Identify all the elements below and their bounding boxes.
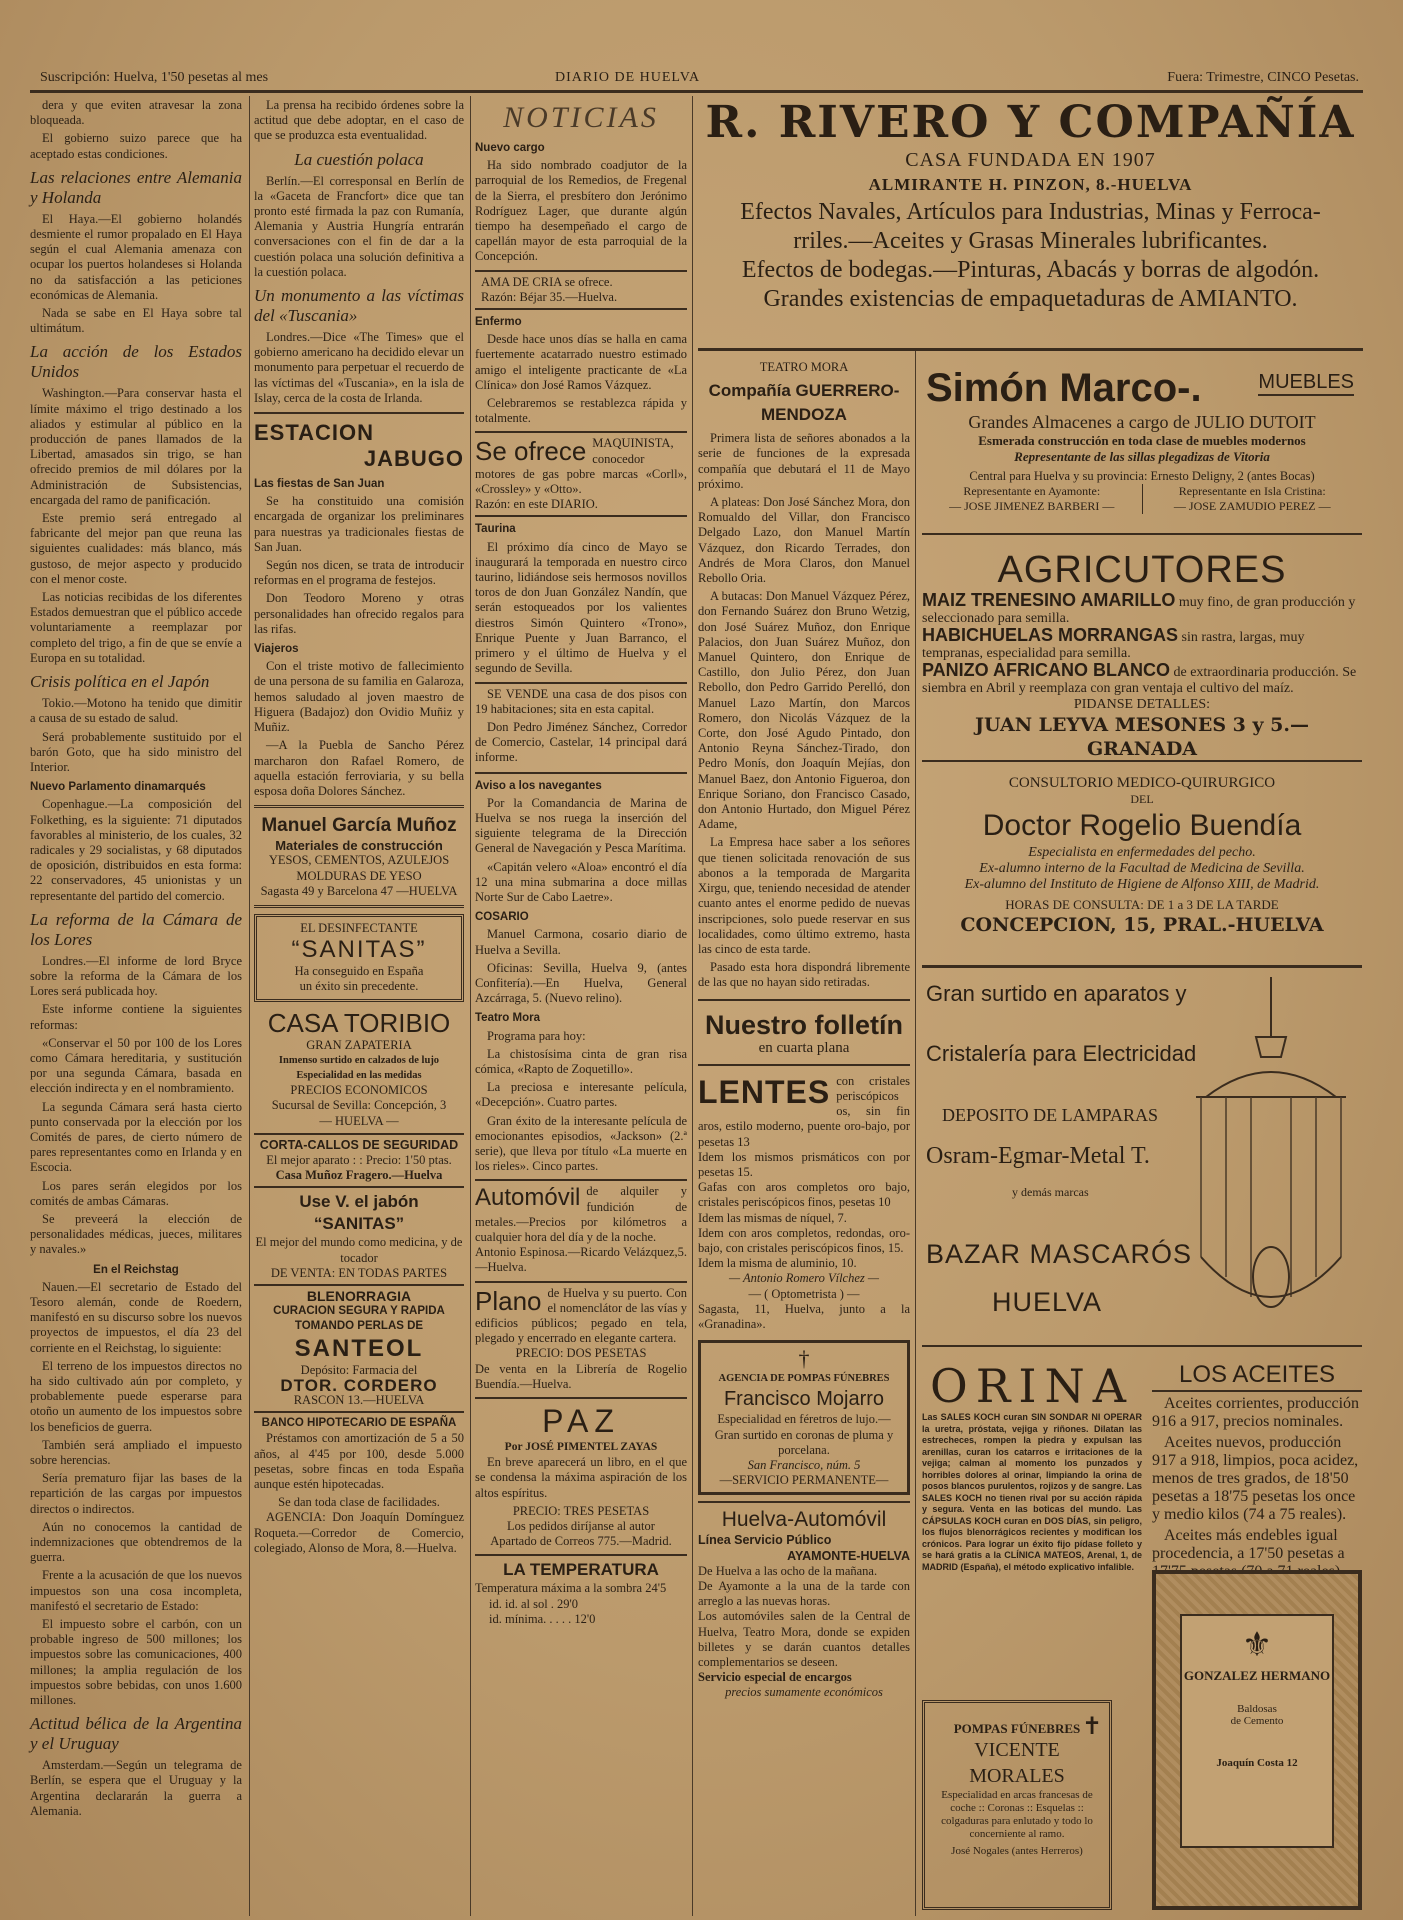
paragraph: Se ha constituido una comisión encargada de organizar los preliminares para nuestras ya tradicionales fiestas de San Juan. (254, 494, 464, 554)
ad-line: PANIZO AFRICANO BLANCO (922, 660, 1170, 680)
ad-line: Idem las mismas de níquel, 7. (698, 1210, 847, 1225)
ad-line: San Francisco, núm. 5 (747, 1457, 861, 1472)
paragraph: Washington.—Para conservar hasta el límite máximo el trigo destinado a los aliados y estimular al público en la producción de panes llamados de la Libertad, amasados sin trigo, se han ofrecido premios de mil dólares por la Administración de Subsistencias, encargada del ramo de panificación. (30, 386, 242, 507)
ad-line: El mejor aparato : : Precio: 1'50 ptas. (266, 1152, 452, 1167)
ad-line: Idem con aros completos, redondas, oro-bajo, con cristales periscópicos finos, 15. (698, 1225, 910, 1255)
ad-line: rriles.—Aceites y Grasas Minerales lubrificantes. (793, 228, 1268, 254)
paragraph: Aceites nuevos, producción 917 a 918, limpios, poca acidez, menos de tres grados, de 18'50 pesetas a 18'75 pesetas los once y medio kilos (74 a 75 reales). (1152, 1434, 1359, 1523)
ad-line: Idem los mismos prismáticos con por pesetas 15. (698, 1149, 910, 1179)
ad-line: MOLDURAS DE YESO (296, 868, 422, 883)
paragraph: «Capitán velero «Aloa» encontró el día 12 una mina submarina a doce millas Norte Sur de Cabo Laetre». (475, 859, 687, 904)
paragraph: Berlín.—El corresponsal en Berlín de la «Gaceta de Francfort» dice que tan pronto esté firmada la paz con Rumanía, Alemania y Austria Hungría entrarán conversaciones con el fin de dar a la cuestión polaca una solución definitiva a la cuestión polaca. (254, 173, 464, 279)
paragraph: Será probablemente sustituido por el barón Goto, que ha sido ministro del Interior. (30, 729, 242, 774)
section-title-jabugo: JABUGO (363, 446, 464, 472)
paragraph: Frente a la acusación de que los nuevos impuestos son una cosa incompleta, manifestó el secretario de Estado: (30, 1568, 242, 1613)
ad-gonzalez-hermano (1152, 1570, 1362, 1910)
ad-line: Don Pedro Jiménez Sánchez, Corredor de Comercio, Castelar, 14 principal dará informe. (475, 719, 687, 765)
ad-line: Apartado de Correos 775.—Madrid. (490, 1534, 672, 1549)
subheadline: Nuevo cargo (475, 142, 545, 154)
ad-title: BANCO HIPOTECARIO DE ESPAÑA (261, 1417, 457, 1430)
headline: Crisis política en el Japón (30, 672, 210, 692)
ad-line: Grandes existencias de empaquetaduras de AMIANTO. (763, 286, 1298, 312)
headline: La acción de los Estados Unidos (30, 342, 242, 382)
paragraph: Gran éxito de la interesante película de emocionantes episodios, «Jackson» (2.ª serie), que lleva por título «La muerte en los rieles». Cinco partes. (475, 1113, 687, 1174)
paragraph: A plateas: Don José Sánchez Mora, don Romualdo del Villar, don Francisco Delgado Lazo, don Manuel Martín Vázquez, don Ricardo Terrades, don Andrés de Mora Claros, don Manuel Rebollo Oria. (698, 495, 910, 586)
ad-banco-hipotecario (254, 1413, 464, 1556)
temperature-box (475, 1554, 687, 1627)
paragraph: dera y que eviten atravesar la zona bloqueada. (30, 98, 242, 128)
paragraph: La preciosa e interesante película, «Decepción». Cuatro partes. (475, 1080, 687, 1110)
paragraph: También será ampliado el impuesto sobre herencias. (30, 1437, 242, 1468)
ad-line: Representante en Isla Cristina: (1178, 484, 1326, 498)
ad-line: TOMANDO PERLAS DE (294, 1320, 424, 1333)
temperature-max-shade: Temperatura máxima a la sombra 24'5 (475, 1581, 667, 1596)
paragraph: El Haya.—El gobierno holandés desmiente el rumor propalado en El Haya según el cual Alemania amenaza con ocupar los puertos holandeses si Holanda no da satisfacción a las peticiones económicas de Alemania. (30, 211, 242, 302)
ad-line: DEL (1130, 792, 1154, 806)
folletin-title: Nuestro folletín (704, 1009, 903, 1040)
ad-title: AGRICUTORES (997, 549, 1287, 591)
ad-line: Sucursal de Sevilla: Concepción, 3 (271, 1098, 447, 1113)
ad-line: precios sumamente económicos (725, 1685, 883, 1700)
ad-line: PRECIOS ECONOMICOS (290, 1083, 428, 1098)
headline: Las relaciones entre Alemania y Holanda (30, 167, 242, 207)
ad-line: — HUELVA — (319, 1113, 399, 1128)
paragraph: Oficinas: Sevilla, Huelva 9, (antes Confitería).—En Huelva, General Azcárraga, 5. (Nuevo relino). (475, 960, 687, 1006)
ad-se-ofrece (475, 431, 687, 517)
ad-line: AGENCIA: Don Joaquín Domínguez Roqueta.—Corredor de Comercio, colegiado, Alonso de Mora, 8.—Huelva. (254, 1510, 464, 1555)
ad-simon-marco (922, 365, 1362, 535)
column-3 (475, 98, 687, 1916)
paragraph: Primera lista de señores abonados a la serie de funciones de la expresada compañía que debutará el 11 de Mayo próximo. (698, 431, 910, 491)
paragraph: —A la Puebla de Sancho Pérez marcharon don Rafael Romero, de aquella estación ferroviaria, y su bella esposa doña Dolores Sánchez. (254, 738, 464, 798)
ad-line: Se dan toda clase de facilidades. (278, 1495, 440, 1510)
ad-line: Ex-alumno interno de la Facultad de Medicina de Sevilla. (979, 861, 1305, 876)
subheadline: Viajeros (254, 643, 299, 656)
ad-line: CURACION SEGURA Y RAPIDA (273, 1305, 445, 1318)
ad-lentes (698, 1074, 910, 1332)
folletin-notice (698, 999, 910, 1066)
paragraph: A butacas: Don Manuel Vázquez Pérez, don Fernando Suárez don Bruno Wetzig, don José Suárez Muñoz, don Enrique Palacios, don Juan Suárez Muñoz, don Manuel Quintero, don Enrique de Castillo, don Julio Pérez, don Juan Rebollo, don Pedro Garrido Perelló, don Manuel Lazo Martín, don Marcos Romero, don Nicolás Vázquez de la Corte, don José Agudo Pintado, don Antonio Reyna Sánchez-Tirado, don Pedro Monís, don Joaquín Mejías, don Manuel Baez, don Antonio Figueroa, don Enrique Soriano, don Francisco Casado, don Antonio Hurtado, don Miguel Pérez Adame, (698, 589, 910, 832)
paragraph: Aceites corrientes, producción 916 a 917, precios nominales. (1152, 1395, 1360, 1430)
ad-line: Idem la misma de aluminio, 10. (698, 1256, 857, 1271)
theatre-name: TEATRO MORA (759, 360, 849, 374)
paragraph: El gobierno suizo parece que ha aceptado estas condiciones. (30, 131, 242, 161)
ad-title: LENTES (698, 1073, 831, 1110)
ad-line: Representante de las sillas plegadizas de Vitoria (1014, 449, 1270, 464)
ad-line: Materiales de construcción (275, 838, 443, 854)
ad-line: — JOSE JIMENEZ BARBERI — (949, 499, 1115, 513)
headline: Un monumento a las víctimas del «Tuscania» (254, 286, 464, 326)
ad-line: de extraordinaria producción. Se siembra en Abril y reemplaza con gran ventaja el cultivo del maíz. (922, 665, 1357, 696)
paragraph: Copenhague.—La composición del Folkething, es la siguiente: 71 diputados favorables al ministerio, de los cuales, 32 radicales y 29 socialistas, y 68 diputados de oposición, distribuidos en esta forma: 22 conservadores, 45 unionistas y un representante del partido del comercio. (30, 797, 242, 903)
paragraph: Celebraremos se restablezca rápida y totalmente. (475, 396, 687, 426)
column-1 (30, 98, 242, 1916)
paragraph: Manuel Carmona, cosario diario de Huelva a Sevilla. (475, 927, 687, 957)
paragraph: Con el triste motivo de fallecimiento de una persona de su familia en Galaroza, hemos saludado al joven maestro de Higuera (Badajoz) don Ovidio Muñiz y Muñiz. (254, 659, 464, 735)
ad-title: VICENTE MORALES (969, 1739, 1065, 1787)
ad-line: Razón: en este DIARIO. (475, 497, 598, 512)
folletin-subtitle: en cuarta plana (758, 1039, 850, 1056)
ad-line: José Nogales (antes Herreros) (951, 1845, 1083, 1857)
ad-line: Sagasta, 11, Huelva, junto a la «Granadina». (698, 1301, 910, 1331)
ad-line: Por JOSÉ PIMENTEL ZAYAS (504, 1441, 658, 1454)
ad-line: Representante en Ayamonte: (963, 484, 1101, 498)
ad-line: Servicio especial de encargos (698, 1670, 852, 1685)
ad-line: — Antonio Romero Vílchez — (729, 1271, 879, 1286)
column-rule (470, 96, 471, 1916)
paragraph: La Empresa hace saber a los señores que tienen solicitada renovación de sus abonos a la temporada de Margarita Xirgu, que, teniendo necesidad de atender cuanto antes el enorme pedido de nuevas inscripciones, solo puede reservar en sus localidades, como último extremo, hasta las cinco de esta tarde. (698, 835, 910, 956)
ad-casa-toribio (254, 1008, 464, 1135)
ad-line: El mejor del mundo como medicina, y de tocador (255, 1235, 463, 1265)
ad-line: ALMIRANTE H. PINZON, 8.-HUELVA (868, 175, 1193, 194)
ad-line: Grandes Almacenes a cargo de JULIO DUTOIT (968, 412, 1316, 432)
ad-line: De Huelva a las ocho de la mañana. (698, 1563, 878, 1578)
ad-line: Cristalería para Electricidad (926, 1041, 1197, 1066)
paragraph: Desde hace unos días se halla en cama fuertemente acatarrado nuestro estimado amigo el inteligente practicante de «La Clínica» don José Ramos Vázquez. (475, 332, 687, 392)
ad-title: ORINA (930, 1359, 1134, 1413)
subheadline: Nuevo Parlamento dinamarqués (30, 781, 206, 794)
logo-monogram-icon: ⚜ (1241, 1627, 1273, 1664)
ad-se-vende (475, 682, 687, 774)
headline: Actitud bélica de la Argentina y el Uruguay (30, 1714, 242, 1754)
ad-line: Especialidad en las medidas (296, 1069, 422, 1081)
subheadline: Las fiestas de San Juan (254, 478, 385, 491)
ad-line: HABICHUELAS MORRANGAS (922, 625, 1178, 645)
ad-automovil (475, 1179, 687, 1275)
ad-line: Depósito: Farmacia del (300, 1362, 418, 1377)
ad-line: Los automóviles salen de la Central de Huelva, Teatro Mora, donde se expiden billetes y se darán cuantos detalles complementarios se deseen. (698, 1609, 910, 1670)
company-title: Compañía GUERRERO-MENDOZA (708, 381, 900, 425)
subheadline: Teatro Mora (475, 1012, 540, 1025)
ad-line: Razón: Béjar 35.—Huelva. (481, 289, 618, 304)
paragraph: Por la Comandancia de Marina de Huelva se nos ruega la inserción del siguiente telegrama de la Dirección General de Navegación y Pesca Marítima. (475, 795, 687, 856)
ad-line: AMA DE CRIA se ofrece. (481, 274, 613, 289)
ad-doctor-buendia (922, 775, 1362, 968)
ad-line: HUELVA (992, 1287, 1103, 1317)
aceites-report (1152, 1360, 1362, 1560)
ad-title: “SANITAS” (291, 936, 427, 964)
cross-icon: † (798, 1346, 810, 1372)
paragraph: Ha sido nombrado coadjutor de la parroquial de los Remedios, de Fregenal de la Sierra, el presbítero don Jerónimo Rodríguez Lager, que durante algún tiempo ha desempeñado el cargo de capellán mayor de esta parroquial de la Concepción. (475, 158, 687, 264)
subheadline: En el Reichstag (93, 1263, 179, 1276)
divider (254, 412, 464, 414)
temperature-title: LA TEMPERATURA (503, 1560, 659, 1580)
ad-title: Plano (475, 1285, 542, 1316)
section-title-noticias: NOTICIAS (503, 101, 659, 134)
ad-title: Huelva-Automóvil (721, 1508, 887, 1532)
ad-line: Especialidad en arcas francesas de coche :: Coronas :: Esquelas :: colgaduras para enlutado y todo lo concerniente al ramo. (941, 1789, 1093, 1840)
subscription-outside: Fuera: Trimestre, CINCO Pesetas. (1167, 70, 1359, 85)
ad-line: Especialista en enfermedades del pecho. (1028, 845, 1256, 860)
subheadline: Enfermo (475, 316, 522, 329)
cross-icon: ✝ (1082, 1714, 1103, 1740)
ad-line: DTOR. CORDERO (280, 1375, 438, 1395)
ad-line: Central para Huelva y su provincia: Ernesto Deligny, 2 (antes Bocas) (969, 469, 1315, 483)
ad-paz (475, 1397, 687, 1549)
paragraph: Aceites más endebles igual procedencia, a 17'50 pesetas a (1152, 1527, 1345, 1562)
section-title-estacion: ESTACION (254, 420, 375, 446)
subheadline: Aviso a los navegantes (475, 779, 602, 792)
ad-line: Especialidad en féretros de lujo.—Gran surtido en coronas de pluma y porcelana. (714, 1412, 894, 1457)
ad-line: De venta en la Librería de Rogelio Buendía.—Huelva. (475, 1361, 687, 1391)
paragraph: Este premio será entregado al fabricante del mejor pan que reuna las siguientes cualidades: más blanco, más gustoso, de mejor aspecto y producido con el menor coste. (30, 511, 242, 586)
ad-line: Efectos de bodegas.—Pinturas, Abacás y borras de algodón. (741, 257, 1320, 283)
ad-line: con cristales periscópicos os, sin fin aros, estilo moderno, puente oro-bajo, por pesetas 13 (698, 1073, 910, 1149)
ad-line: PRECIO: DOS PESETAS (515, 1346, 647, 1361)
paragraph: La chistosísima cinta de gran risa cómica, «Rapto de Zoquetillo». (475, 1046, 687, 1076)
ad-title: BLENORRAGIA (306, 1287, 412, 1304)
ad-pompas-mojarro (698, 1340, 910, 1495)
ad-title: Simón Marco-. (926, 366, 1202, 410)
paragraph: Pasado esta hora dispondrá libremente de las que no hayan sido retiradas. (698, 960, 910, 990)
headline: La cuestión polaca (294, 149, 424, 169)
ad-line: de alquiler y fundición de metales.—Precios por kilómetros a cualquier hora del día y de la noche. (475, 1184, 687, 1244)
paragraph: La prensa ha recibido órdenes sobre la actitud que debe adoptar, en el caso de que se produzca esta eventualidad. (254, 98, 464, 143)
ad-title: R. RIVERO Y COMPAÑÍA (705, 97, 1356, 148)
ad-sanitas (254, 914, 464, 1002)
ad-title: Manuel García Muñoz (261, 815, 457, 837)
paragraph: Sería prematuro fijar las bases de la repartición de las cargas por impuestos directos o indirectos. (30, 1471, 242, 1516)
ad-line: DE VENTA: EN TODAS PARTES (270, 1265, 448, 1280)
ad-line: CONCEPCION, 15, PRAL.-HUELVA (960, 914, 1324, 936)
ad-corta-callos (254, 1135, 464, 1189)
ad-line: AYAMONTE-HUELVA (787, 1548, 910, 1563)
subheadline: COSARIO (475, 911, 529, 924)
paragraph: Nada se sabe en El Haya sobre tal ultimátum. (30, 306, 242, 336)
paragraph: La segunda Cámara será hasta cierto punto conservada por la elección por los Comités de pares, de cierto número de pares representantes como en Irlanda y en Escocia. (30, 1099, 242, 1175)
ad-line: GRAN ZAPATERIA (306, 1037, 412, 1052)
ad-line: EL DESINFECTANTE (300, 920, 418, 935)
temperature-max-sun: id. id. al sol . 29'0 (489, 1596, 579, 1611)
ad-line: —SERVICIO PERMANENTE— (719, 1473, 889, 1488)
paragraph: «Conservar el 50 por 100 de los Lores como Cámara hereditaria, y sustitución por una segunda Cámara, basada en elección indirecta y en el nombramiento. (30, 1035, 242, 1096)
paragraph: Se preveerá la elección de personalidades médicas, jueces, militares y navales.» (30, 1211, 242, 1257)
ad-title: Francisco Mojarro (723, 1388, 885, 1411)
ad-line: MAIZ TRENESINO AMARILLO (922, 590, 1176, 610)
ad-line: De Ayamonte a la una de la tarde con arreglo a las nuevas horas. (698, 1579, 910, 1609)
paragraph: Nauen.—El secretario de Estado del Tesoro alemán, conde de Roedern, manifestó en su discurso sobre los nuevos proyectos de impuestos, el día 23 del corriente en el Reichstag, lo siguiente: (30, 1279, 242, 1355)
paragraph: Según nos dicen, se trata de introducir reformas en el programa de festejos. (254, 558, 464, 588)
ad-line: Préstamos con amortización de 5 a 50 años, al 4'45 por 100, desde 5.000 pesetas, sobre fincas en toda España aunque estén hipotecadas. (254, 1431, 464, 1491)
ad-line: SANTEOL (294, 1334, 424, 1362)
paragraph: El terreno de los impuestos directos no ha sido cultivado aún por completo, y probablemente puede esperarse para otoño un aumento de los impuestos sobre los beneficios de guerra. (30, 1358, 242, 1434)
ad-line: — ( Optometrista ) — (748, 1286, 860, 1301)
ad-title: PAZ (542, 1403, 620, 1440)
ad-line: muy fino, de gran producción y seleccionado para semilla. (922, 595, 1356, 626)
ad-title: GONZALEZ HERMANO (1183, 1668, 1331, 1683)
paragraph: El impuesto sobre el carbón, con un probable ingreso de 500 millones; los impuestos sobre las comunicaciones, 400 millones; la amplia regulación de los impuestos sobre bebidas, con unos 1.600 millones. (30, 1617, 242, 1708)
ad-title: Automóvil (475, 1184, 581, 1212)
paragraph: Londres.—El informe de lord Bryce sobre la reforma de la Cámara de los Lores será publicada hoy. (30, 953, 242, 999)
ad-huelva-automovil (698, 1501, 910, 1700)
ad-line: Sagasta 49 y Barcelona 47 —HUELVA (260, 883, 458, 898)
ad-line: AGENCIA DE POMPAS FÚNEBRES (718, 1373, 890, 1385)
aceites-title: LOS ACEITES (1152, 1360, 1362, 1392)
column-rule (915, 350, 916, 1916)
column-4 (698, 360, 910, 1916)
ad-line: Esmerada construcción en toda clase de muebles modernos (978, 433, 1306, 448)
ad-line: Efectos Navales, Artículos para Industrias, Minas y Ferroca- (740, 199, 1321, 225)
ad-orina (922, 1360, 1142, 1680)
ad-line: Joaquín Costa 12 (1216, 1757, 1298, 1769)
ad-title: CORTA-CALLOS DE SEGURIDAD (259, 1137, 459, 1152)
newspaper-name: DIARIO DE HUELVA (555, 70, 701, 85)
ad-subtitle: MUEBLES (1258, 371, 1354, 396)
paragraph: Londres.—Dice «The Times» que el gobierno americano ha decidido elevar un monumento para perpetuar el recuerdo de las víctimas del «Tuscania», en la isla de Islay, cerca de la costa de Irlanda. (254, 330, 464, 405)
ad-line: CASA FUNDADA EN 1907 (905, 149, 1156, 171)
ad-plano (475, 1281, 687, 1392)
ad-line: Los pedidos diríjanse al autor (507, 1519, 655, 1534)
paragraph: Las noticias recibidas de los diferentes Estados demuestran que el público accede voluntariamente a reemplazar por completo del trigo, a fin de que se envíe a Europa en su totalidad. (30, 590, 242, 665)
ad-blenorragia (254, 1286, 464, 1413)
ad-line: POMPAS FÚNEBRES (953, 1721, 1081, 1736)
paragraph: Don Teodoro Moreno y otras personalidades han ofrecido regalos para las rifas. (254, 591, 464, 636)
ad-line: MAQUINISTA, conocedor motores de gas pobre marcas «Corll», «Crossley» y «Otto». (475, 436, 687, 497)
ad-line: Ha conseguido en España (294, 964, 424, 979)
subscription-local: Suscripción: Huelva, 1'50 pesetas al mes (40, 70, 269, 85)
ad-line: un éxito sin precedente. (299, 979, 419, 994)
ad-jabon-sanitas (254, 1188, 464, 1286)
paragraph: El próximo día cinco de Mayo se inaugurará la temporada en nuestro circo taurino, lidiándose seis hermosos novillos toros de don Juan González Nandín, que serán estoqueados por los valientes diestros Simón Quintero «Trono», Enrique Puente y Juan Barranco, el primero y el último de Huelva y el segundo de Sevilla. (475, 539, 687, 676)
column-rule (692, 96, 693, 1916)
ad-line: PRECIO: TRES PESETAS (512, 1503, 650, 1518)
ad-line: Baldosas (1237, 1703, 1277, 1715)
ad-line: DEPOSITO DE LAMPARAS (942, 1105, 1159, 1125)
ad-line: de Huelva y su puerto. Con el nomenclátor de las vías y edificios públicos; pegado en tela, plegado y encerrado en elegante cartera. (475, 1285, 687, 1346)
subheadline: Taurina (475, 523, 516, 536)
column-rule (249, 96, 250, 1916)
ad-line: CONSULTORIO MEDICO-QUIRURGICO (1008, 775, 1276, 791)
ad-line: Gran surtido en aparatos y (926, 981, 1187, 1006)
paragraph: Programa para hoy: (487, 1028, 586, 1043)
ad-title: Se ofrece (475, 436, 587, 467)
paragraph: Tokio.—Motono ha tenido que dimitir a causa de su estado de salud. (30, 696, 242, 726)
ad-line: Ex-alumno del Instituto de Higiene de Alfonso XIII, de Madrid. (964, 877, 1320, 892)
ad-line: Gafas con aros completos oro bajo, cristales periscópicos finos, pesetas 10 (698, 1180, 910, 1210)
ad-title: BAZAR MASCARÓS (926, 1239, 1193, 1269)
masthead-bar (30, 66, 1363, 93)
ad-line: Línea Servicio Público (698, 1533, 832, 1548)
headline: La reforma de la Cámara de los Lores (30, 909, 242, 949)
ad-title: Doctor Rogelio Buendía (982, 809, 1302, 842)
ad-line: sin rastra, largas, muy tempranas, especialidad para semilla. (922, 630, 1305, 661)
ad-line: Antonio Espinosa.—Ricardo Velázquez,5.—Huelva. (475, 1245, 687, 1275)
paragraph: Aún no conocemos la cantidad de indemnizaciones que obtendremos de la guerra. (30, 1519, 242, 1565)
ad-line: HORAS DE CONSULTA: DE 1 a 3 DE LA TARDE (1005, 897, 1279, 912)
paragraph: Este informe contiene la siguientes reformas: (30, 1002, 242, 1032)
ad-title: Use V. el jabón “SANITAS” (299, 1192, 419, 1234)
ad-garcia-munoz (254, 805, 464, 908)
ad-ama-de-cria (475, 270, 687, 310)
ad-line: — JOSE ZAMUDIO PEREZ — (1173, 499, 1331, 513)
paragraph: Amsterdam.—Según un telegrama de Berlín, se espera que el Uruguay y la Argentina declararán la guerra a Alemania. (30, 1758, 242, 1818)
ad-line: RASCON 13.—HUELVA (293, 1392, 425, 1407)
ad-line: Casa Muñoz Fragero.—Huelva (275, 1168, 443, 1183)
ad-line: Inmenso surtido en calzados de lujo (278, 1054, 440, 1066)
ad-title: CASA TORIBIO (267, 1007, 451, 1038)
ad-line: JUAN LEYVA MESONES 3 y 5.— GRANADA (974, 714, 1310, 760)
lamp-illustration (1186, 977, 1356, 1333)
ad-line: SE VENDE una casa de dos pisos con 19 habitaciones; sita en esta capital. (475, 686, 687, 716)
ad-line: En breve aparecerá un libro, en el que se condensa la máxima aspiración de los altos espíritus. (475, 1455, 687, 1500)
ad-line: de Cemento (1230, 1715, 1284, 1727)
ad-line: Osram-Egmar-Metal T. (926, 1143, 1150, 1169)
ad-line: YESOS, CEMENTOS, AZULEJOS (268, 853, 450, 868)
ad-bazar-mascaros (922, 975, 1362, 1347)
ad-line: Las SALES KOCH curan SIN SONDAR NI OPERAR la uretra, próstata, vejiga y riñones. Dilatan las estrecheces, rompen la piedra y expulsan las arenillas, curan los catarros e irritaciones de la vejiga; calman al momento los punzados y horribles dolores al orinar, limpiando la orina de posos blancos purulentos, rojizos y de sangre. Las SALES KOCH no tienen rival por su acción rápida y segura. Venta en las boticas del mundo. Las CÁPSULAS KOCH curan en DOS DÍAS, sin peligro, los flujos blenorrágicos recientes y modifican los crónicos. Para lograr un éxito fijo pídase folleto y se hará gratis a la CLÍNICA MATEOS, Arenal, 1, de MADRID (España), el método explicativo infalible. (922, 1412, 1142, 1572)
ad-line: y demás marcas (1012, 1185, 1089, 1199)
ad-rivero (698, 98, 1363, 351)
column-2 (254, 98, 464, 1916)
ad-agricutores (922, 548, 1362, 762)
temperature-min: id. mínima. . . . . 12'0 (489, 1611, 596, 1626)
ad-line: PIDANSE DETALLES: (1073, 697, 1211, 712)
paragraph: Los pares serán elegidos por los comités de ambas Cámaras. (30, 1178, 242, 1208)
